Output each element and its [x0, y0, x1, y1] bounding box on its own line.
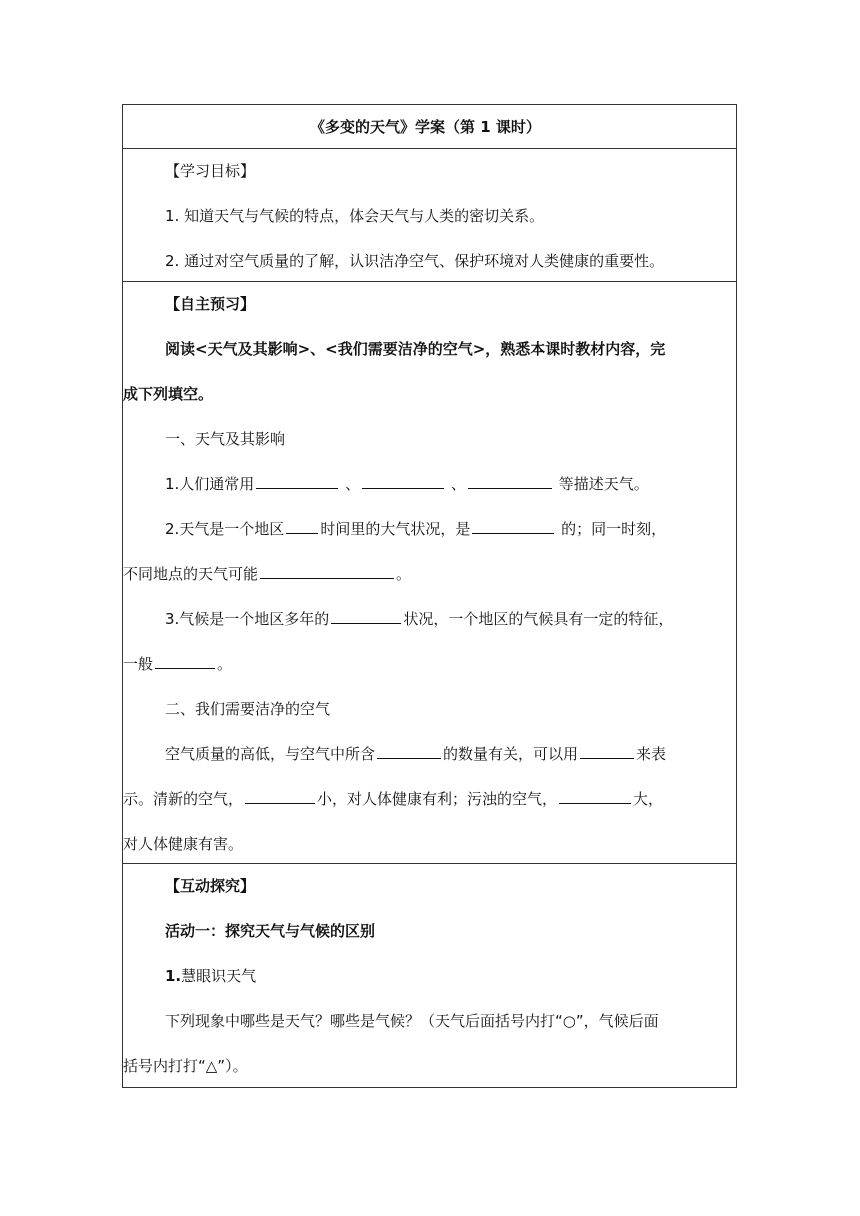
- sub-activity-text: 慧眼识天气: [181, 967, 257, 985]
- question-4-line-1: [123, 732, 728, 777]
- goal-item: [123, 239, 728, 284]
- goal-text-2: 2. 通过对空气质量的了解，认识洁净空气、保护环境对人类健康的重要性。: [165, 252, 665, 270]
- explore-q-text-2: 括号内打打“△”）。: [123, 1057, 248, 1075]
- section-heading-2: [123, 687, 728, 732]
- preview-heading: [123, 282, 728, 327]
- q4-text-g: 对人体健康有害。: [123, 835, 244, 853]
- explore-heading: [123, 864, 728, 909]
- section-heading-1: [123, 417, 728, 462]
- q3-text-a: 3.气候是一个地区多年的: [165, 610, 330, 628]
- question-4-line-3: [123, 822, 728, 867]
- q1-text-d: 等描述天气。: [558, 475, 649, 493]
- goals-heading-text: 【学习目标】: [165, 162, 256, 180]
- blank-field[interactable]: [559, 789, 631, 804]
- question-line-2: [123, 1044, 728, 1089]
- q3-text-d: 。: [217, 655, 233, 673]
- question-4-line-2: [123, 777, 728, 822]
- q2-text-e: 。: [396, 565, 412, 583]
- blank-field[interactable]: [377, 744, 441, 759]
- q3-text-b: 状况，一个地区的气候具有一定的特征，: [403, 610, 674, 628]
- intro-text-1: 阅读<天气及其影响>、<我们需要洁净的空气>，熟悉本课时教材内容，完: [165, 340, 666, 358]
- question-1: [123, 462, 728, 507]
- explore-heading-text: 【互动探究】: [165, 877, 256, 895]
- blank-field[interactable]: [468, 474, 552, 489]
- q3-text-c: 一般: [123, 655, 154, 673]
- title-text: 《多变的天气》学案（第 1 课时）: [310, 118, 541, 136]
- question-3-line-1: [123, 597, 728, 642]
- learning-goals-section: [123, 149, 736, 282]
- preview-intro-line-1: [123, 327, 728, 372]
- q2-text-b: 时间里的大气状况，是: [320, 520, 471, 538]
- section2-text: 二、我们需要洁净的空气: [165, 700, 331, 718]
- question-line-1: [123, 999, 728, 1044]
- goal-item: [123, 194, 728, 239]
- intro-text-2: 成下列填空。: [123, 385, 214, 403]
- worksheet-table: [122, 104, 737, 1088]
- q2-text-a: 2.天气是一个地区: [165, 520, 285, 538]
- q4-text-e: 小，对人体健康有利；污浊的空气，: [317, 790, 558, 808]
- q4-text-a: 空气质量的高低，与空气中所含: [165, 745, 376, 763]
- blank-field[interactable]: [256, 474, 338, 489]
- q4-text-f: 大，: [633, 790, 664, 808]
- q1-text-a: 1.人们通常用: [165, 475, 255, 493]
- question-2-line-2: [123, 552, 728, 597]
- interactive-explore-section: [123, 864, 736, 1087]
- section1-text: 一、天气及其影响: [165, 430, 286, 448]
- explore-q-text-1: 下列现象中哪些是天气？哪些是气候？（天气后面括号内打“○”，气候后面: [165, 1012, 659, 1030]
- q1-text-b: 、: [345, 475, 361, 493]
- activity-text: 活动一：探究天气与气候的区别: [165, 922, 376, 940]
- preview-intro-line-2: [123, 372, 728, 417]
- self-preview-section: [123, 282, 736, 864]
- blank-field[interactable]: [286, 519, 318, 534]
- sub-activity-title: [123, 954, 728, 999]
- blank-field[interactable]: [155, 654, 215, 669]
- page-title: [123, 105, 736, 149]
- blank-field[interactable]: [472, 519, 554, 534]
- q4-text-c: 来表: [636, 745, 667, 763]
- activity-title: [123, 909, 728, 954]
- q2-text-c: 的；同一时刻，: [561, 520, 667, 538]
- sub-activity-number: 1.: [165, 967, 182, 985]
- blank-field[interactable]: [331, 609, 401, 624]
- question-3-line-2: [123, 642, 728, 687]
- goal-text-1: 1. 知道天气与气候的特点，体会天气与人类的密切关系。: [165, 207, 545, 225]
- blank-field[interactable]: [580, 744, 634, 759]
- blank-field[interactable]: [245, 789, 315, 804]
- question-2-line-1: [123, 507, 728, 552]
- q1-text-c: 、: [450, 475, 466, 493]
- q4-text-d: 示。清新的空气，: [123, 790, 244, 808]
- blank-field[interactable]: [362, 474, 444, 489]
- blank-field[interactable]: [260, 564, 394, 579]
- q2-text-d: 不同地点的天气可能: [123, 565, 259, 583]
- goals-heading: [123, 149, 728, 194]
- q4-text-b: 的数量有关，可以用: [443, 745, 579, 763]
- preview-heading-text: 【自主预习】: [165, 295, 256, 313]
